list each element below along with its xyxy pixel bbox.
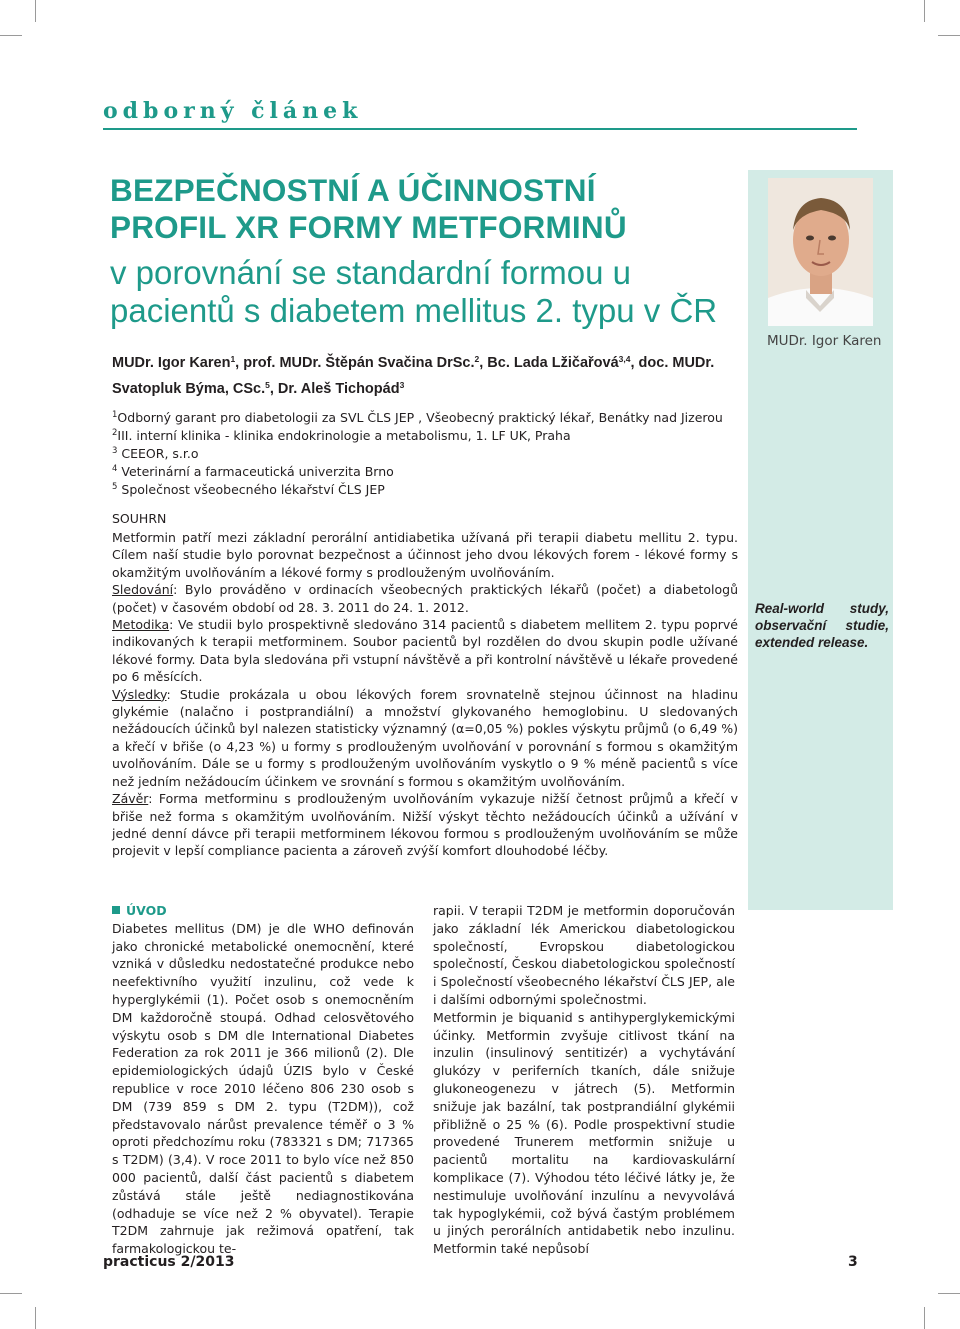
page-number: 3 <box>848 1254 858 1270</box>
text: : Studie prokázala u obou lékových forem srovnatelně stejnou účinnost na hladinu glykémie (nalačno i postprandiální) a množství glykovaného hemoglobinu. U sledovaných nežádoucích účinků byl nalezen statisticky významný (α=0,05 %) pokles výskytu průjmů (o 6,49 %) a křečí v břiše (o 4,23 %) u formy s prodlouženým uvolňování v porovnání s formou s okamžitým uvolňováním. Dále se u formy s prodlouženým uvolňováním vyskytlo o 9 % méně pacientů s více než jedním nežádoucím účinkem ve srovnání s formou s okamžitým uvolňováním. <box>112 686 738 789</box>
author-sup: 2 <box>474 354 480 364</box>
affiliation-text: Veterinární a farmaceutická univerzita Brno <box>121 464 394 479</box>
label: Výsledky <box>112 686 167 702</box>
author-name: , prof. MUDr. Štěpán Svačina DrSc. <box>235 355 475 371</box>
article-title <box>110 172 627 246</box>
crop-mark <box>924 1307 925 1329</box>
crop-mark <box>0 1293 22 1294</box>
header-rule <box>103 128 857 130</box>
label: Sledování <box>112 582 174 598</box>
section-label: odborný článek <box>103 98 363 124</box>
affiliation-text: Odborný garant pro diabetologii za SVL ČLS JEP , Všeobecný praktický lékař, Benátky nad Jizerou <box>117 410 723 425</box>
crop-mark <box>924 0 925 22</box>
portrait-caption: MUDr. Igor Karen <box>767 333 882 349</box>
heading-text: ÚVOD <box>126 903 167 918</box>
affiliation-text: Společnost všeobecného lékařství ČLS JEP <box>121 482 385 497</box>
section-heading <box>112 902 414 920</box>
affiliation-5 <box>112 477 752 500</box>
author-name: MUDr. Igor Karen <box>112 355 231 371</box>
crop-mark <box>0 35 22 36</box>
author-list <box>112 348 742 400</box>
affiliation-num: 1 <box>112 410 118 420</box>
affiliation-text: III. interní klinika - klinika endokrinologie a metabolismu, 1. LF UK, Praha <box>117 428 571 443</box>
affiliation-num: 4 <box>112 464 118 474</box>
abstract-metodika <box>112 616 738 686</box>
abstract-zaver <box>112 790 738 860</box>
title-line-1: BEZPEČNOSTNÍ A ÚČINNOSTNÍ <box>110 172 596 208</box>
abstract-intro: Metformin patří mezi základní perorální antidiabetika užívaná při terapii diabetu mellitu 2. typu. Cílem naší studie bylo porovnat bezpečnost a účinnost jeho dvou lékových forem - lékové formy s okamžitým uvolňováním a lékové formy s prodlouženým uvolňováním. <box>112 530 738 580</box>
author-sup: 5 <box>265 380 270 390</box>
abstract <box>112 529 738 860</box>
body-paragraph: rapii. V terapii T2DM je metformin doporučován jako základní lék Americkou diabetologickou společností, Evropskou diabetologickou společností, Českou diabetologickou společností i Společností všeobecného lékařství ČLS JEP, ale i dalšími odbornými společnostmi. <box>433 903 735 1007</box>
abstract-sledovani <box>112 581 738 616</box>
label: Metodika <box>112 617 170 633</box>
affiliation-text: CEEOR, s.r.o <box>121 446 199 461</box>
body-paragraph: Diabetes mellitus (DM) je dle WHO definován jako chronické metabolické onemocnění, které vzniká v důsledku nedostatečné produkce nebo neefektivního využití inzulinu, což vede k hyperglykémii (1). Počet osob s onemocněním DM každoročně stoupá. Odhad celosvětového výskytu osob s DM dle International Diabetes Federation za rok 2011 je 366 milionů (2). Dle epidemiologických údajů ÚZIS bylo v České republice v roce 2010 léčeno 806 230 osob s DM (739 859 s DM 2. typu (T2DM)), což představovalo nárůst prevalence téměř o 3 % oproti předchozímu roku (783321 s DM; 717365 s T2DM) (3,4). V roce 2011 to bylo více než 850 000 pacientů, další část pacientů s diabetem zůstává stále ještě nediagnostikována (odhaduje se více než 2 % obyvatel). Terapie T2DM zahrnuje jak režimová opatření, tak farmakologickou te- <box>112 920 414 1257</box>
author-sup: 3,4 <box>618 354 631 364</box>
affiliation-num: 3 <box>112 446 118 456</box>
author-name: , Bc. Lada Lžičařová <box>479 355 619 371</box>
keywords: Real-world study, observační studie, extended release. <box>755 601 889 650</box>
crop-mark <box>938 1293 960 1294</box>
label: Závěr <box>112 791 149 807</box>
text: : Bylo prováděno v ordinacích všeobecných praktických lékařů (počet) a diabetologů (počet) v časovém období od 28. 3. 2011 do 24. 1. 2012. <box>112 582 738 615</box>
text: : Ve studii bylo prospektivně sledováno 314 pacientů s diabetem mellitem 2. typu poprvé indikovaných k terapii metforminem. Soubor pacientů byl rozdělen do dvou skupin podle užívané lékové formy. Data byla sledována při vstupní návštěvě a při kontrolní návštěvě u lékaře provedené po 6 měsících. <box>112 617 738 685</box>
crop-mark <box>35 1307 36 1329</box>
author-sup: 3 <box>399 380 405 390</box>
text: : Forma metforminu s prodlouženým uvolňováním vykazuje nižší četnost průjmů a křečí v břiše než forma s okamžitým uvolňováním. Nižší výskyt těchto nežádoucích účinků a užívání v jedné denní dávce při terapii metforminem lékovou formou s prodlouženým uvolňováním se může projevit v lepší compliance pacienta a zároveň zvýší komfort dlouhodobé léčby. <box>112 791 738 859</box>
author-portrait <box>768 178 873 326</box>
body-column-left <box>112 902 414 1258</box>
author-sup: 1 <box>230 354 236 364</box>
bullet-square-icon <box>112 906 120 914</box>
author-name: , doc. MUDr. Svatopluk Býma, CSc. <box>112 355 715 397</box>
crop-mark <box>938 35 960 36</box>
abstract-heading: SOUHRN <box>112 511 167 526</box>
abstract-vysledky <box>112 686 738 790</box>
affiliation-num: 2 <box>112 428 118 438</box>
journal-footer: practicus 2/2013 <box>103 1254 235 1270</box>
body-column-right <box>433 902 735 1258</box>
body-paragraph: Metformin je biquanid s antihyperglykemickými účinky. Metformin zvyšuje citlivost tkání na inzulin (insulinový sentitizér) a vychytávání glukózy v periferních tkaních, dále snižuje glukoneogenezu v játrech (5). Metformin snižuje jak bazální, tak postprandiální glykémii přibližně o 25 % (6). Podle prospektivní studie provedené Trunerem metformin snižuje u pacientů mortalitu na kardiovaskulární komplikace (7). Výhodou této léčivé látky je, že nestimuluje uvolňování inzulínu a nevyvolává tak hypoglykémii, což bývá častým problémem u jiných perorálních antidabetik nebo inzulinu. Metformin také nepůsobí <box>433 1009 735 1257</box>
crop-mark <box>35 0 36 22</box>
affiliation-num: 5 <box>112 482 118 492</box>
author-name: , Dr. Aleš Tichopád <box>269 381 400 397</box>
article-subtitle: v porovnání se standardní formou u pacientů s diabetem mellitus 2. typu v ČR <box>110 254 718 329</box>
title-line-2: PROFIL XR FORMY METFORMINŮ <box>110 209 627 245</box>
